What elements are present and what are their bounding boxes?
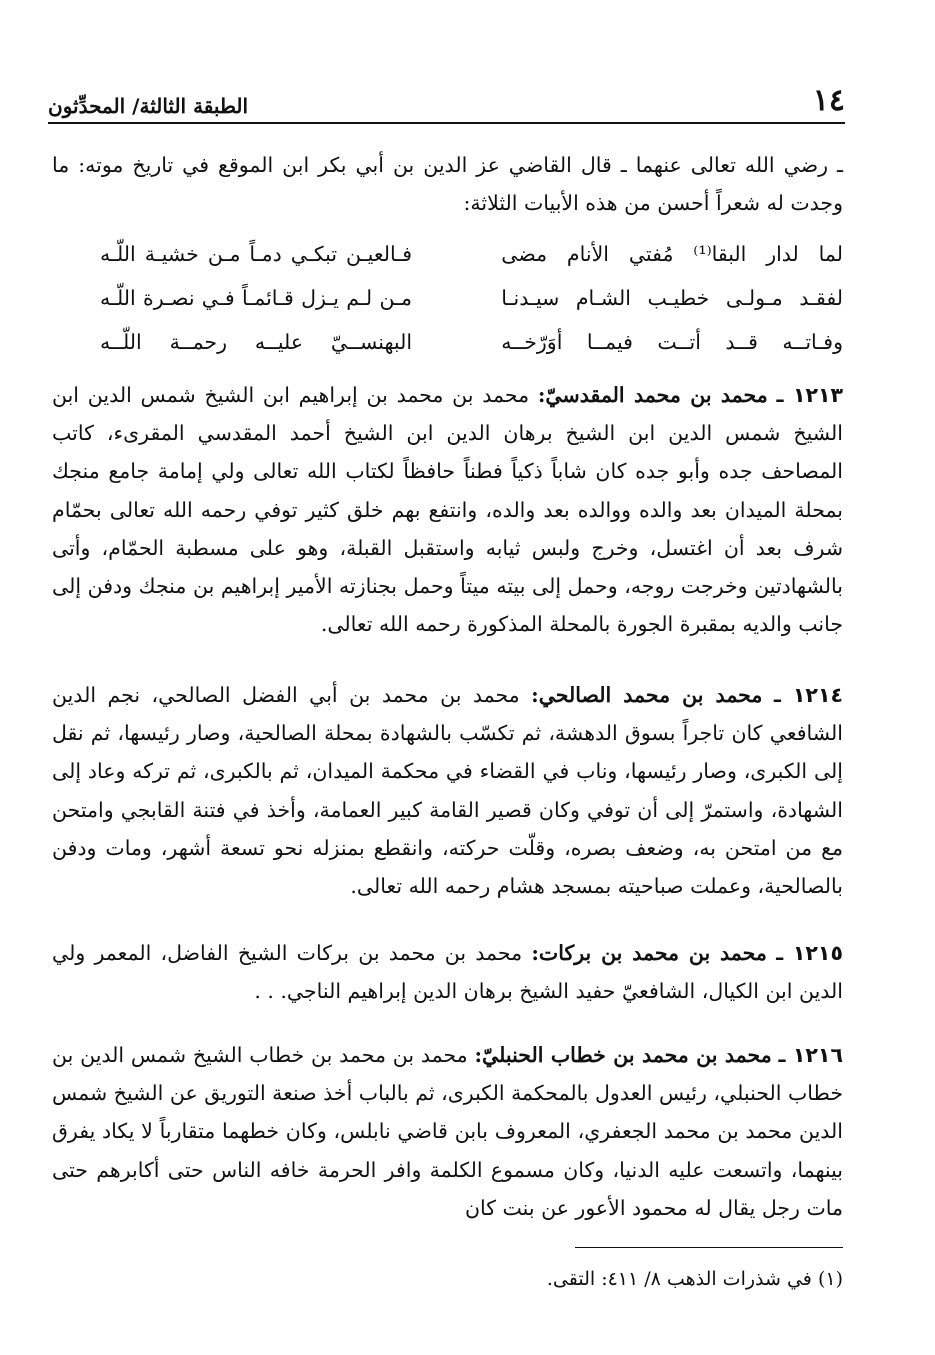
entry-name: محمد بن محمد الصالحي: [531, 683, 763, 707]
entry-text: محمد بن محمد بن بركات الشيخ الفاضل، المعمر ولي الدين ابن الكيال، الشافعيّ حفيد الشيخ برهان الدين إبراهيم الناجي. . . [52, 941, 843, 1004]
entry-1215 [52, 934, 843, 1010]
page-number: ١٤ [812, 83, 845, 118]
entry-number: ١٢١٣ ـ [776, 383, 843, 407]
intro-paragraph [52, 146, 843, 222]
entry-paragraph [52, 934, 843, 1010]
verse-right-hemistich: لما لدار البقا⁽¹⁾ مُفتي الأنام مضى [501, 242, 843, 266]
entry-text: محمد بن محمد بن إبراهيم ابن الشيخ شمس الدين ابن الشيخ شمس الدين ابن الشيخ برهان الدين ابن الشيخ أحمد المقدسي المقرىء، كاتب المصاحف جده وأبو جده كان شاباً ذكياً فطناً حافظاً لكتاب الله تعالى ولي إمامة جامع منجك بمحلة الميدان بعد والده ووالده بعد والده، وانتفع بهم خلق كثير توفي رحمه الله تعالى بحمّام شرف بعد أن اغتسل، وخرج ولبس ثيابه واستقبل القبلة، وهو على مسطبة الحمّام، وأتى بالشهادتين وخرجت روجه، وحمل إلى بيته ميتاً وحمل بجنازته الأمير إبراهيم بن منجك ودفن إلى جانب والديه بمقبرة الجورة بالمحلة المذكورة رحمه الله تعالى. [52, 383, 843, 637]
entry-paragraph [52, 676, 843, 905]
verse-right-hemistich: لفقـد مـولـى خطيـب الشـام سيـدنـا [501, 286, 843, 310]
entry-1213 [52, 376, 843, 643]
page-header [48, 76, 845, 124]
entry-text: محمد بن محمد بن خطاب الشيخ شمس الدين بن خطاب الحنبلي، رئيس العدول بالمحكمة الكبرى، ثم بالباب أخذ صنعة التوريق عن الشيخ شمس الدين محمد بن محمد الجعفري، المعروف بابن قاضي نابلس، وكان خطهما متقارباً لا يكاد يفرق بينهما، واتسعت عليه الدنيا، وكان مسموع الكلمة وافر الحرمة خافه الناس حتى أكابرهم حتى مات رجل يقال له محمود الأعور عن بنت كان [52, 1043, 843, 1220]
entry-paragraph [52, 376, 843, 643]
poem-verse [100, 276, 843, 320]
footnote [52, 1264, 843, 1294]
entry-text: محمد بن محمد بن أبي الفضل الصالحي، نجم الدين الشافعي كان تاجراً بسوق الدهشة، ثم تكسّب بالشهادة بمحلة الصالحية، وصار رئيسها، ثم نقل إلى الكبرى، وصار رئيسها، وناب في القضاء في محكمة الميدان، ثم بالكبرى، ثم تركه وعاد إلى الشهادة، واستمرّ إلى أن توفي وكان قصير القامة كبير العمامة، وأخذ في فتنة القابجي وامتحن مع من امتحن به، وضعف بصره، وقلّت حركته، وانقطع بمنزله نحو تسعة أشهر، ومات ودفن بالصالحية، وعملت صباحيته بمسجد هشام رحمه الله تعالى. [52, 683, 843, 899]
poem [100, 232, 843, 364]
footnote-text: في شذرات الذهب ٨/ ٤١١: التقى. [546, 1268, 812, 1290]
intro-text: ـ رضي الله تعالى عنهما ـ قال القاضي عز الدين بن أبي بكر ابن الموقع في تاريخ موته: ما وجدت له شعراً أحسن من هذه الأبيات الثلاثة: [52, 153, 843, 216]
entry-number: ١٢١٦ ـ [778, 1043, 843, 1067]
verse-left-hemistich: مـن لـم يـزل قـائمـاً فـي نصـرة اللّـه [100, 286, 413, 310]
verse-left-hemistich: فـالعيـن تبكـي دمـاً مـن خشيـة اللّـه [100, 242, 413, 266]
poem-verse [100, 232, 843, 276]
running-head: الطبقة الثالثة/ المحدِّثون [48, 94, 248, 118]
entry-name: محمد بن محمد المقدسيّ: [537, 383, 768, 407]
footnote-marker: (١) [817, 1268, 843, 1290]
entry-name: محمد بن محمد بن خطاب الحنبليّ: [474, 1043, 772, 1067]
entry-paragraph [52, 1036, 843, 1227]
entry-1214 [52, 676, 843, 905]
poem-verse [100, 320, 843, 364]
entry-1216 [52, 1036, 843, 1227]
entry-name: محمد بن محمد بن بركات: [531, 941, 767, 965]
verse-right-hemistich: وفـاتــه قــد أتــت فيمــا أوَرّخــه [501, 330, 843, 354]
entry-number: ١٢١٤ ـ [773, 683, 843, 707]
footnote-divider [575, 1247, 843, 1248]
verse-left-hemistich: البهنســيّ عليــه رحمــة اللّــه [100, 330, 413, 354]
entry-number: ١٢١٥ ـ [776, 941, 843, 965]
